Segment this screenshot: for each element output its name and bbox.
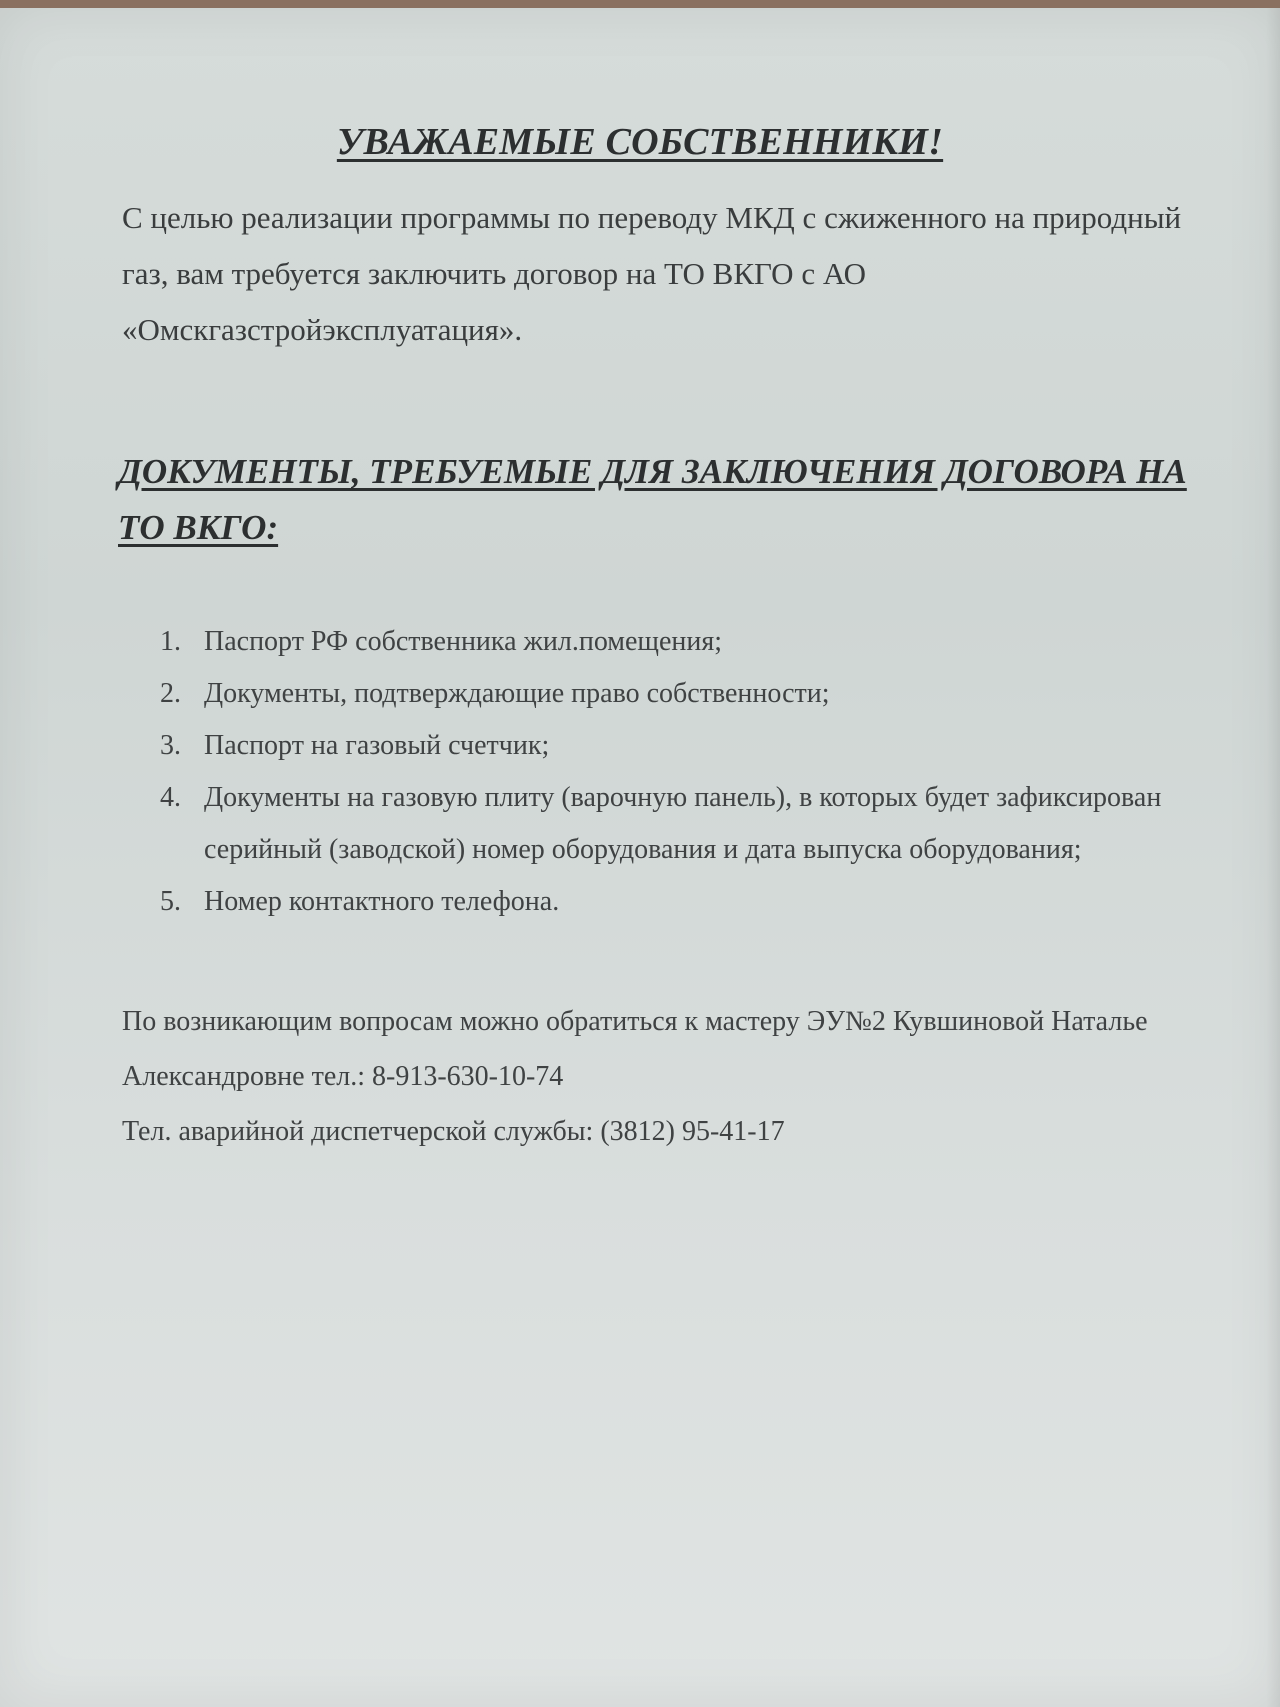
contact-master-info: По возникающим вопросам можно обратиться к мастеру ЭУ№2 Кувшиновой Наталье Александровне тел.: 8-913-630-10-74	[122, 1006, 1148, 1092]
list-item-text: Паспорт РФ собственника жил.помещения;	[204, 626, 723, 657]
emergency-phone-info: Тел. аварийной диспетчерской службы: (3812) 95-41-17	[122, 1116, 785, 1147]
main-heading: УВАЖАЕМЫЕ СОБСТВЕННИКИ!	[336, 121, 944, 163]
list-item	[160, 668, 1200, 720]
contact-block	[122, 994, 1202, 1159]
list-item-text: Документы на газовую плиту (варочную панель), в которых будет зафиксирован серийный (заводской) номер оборудования и дата выпуска оборудования;	[204, 782, 1162, 865]
list-item	[160, 720, 1200, 772]
list-item	[160, 772, 1200, 876]
documents-heading: ДОКУМЕНТЫ, ТРЕБУЕМЫЕ ДЛЯ ЗАКЛЮЧЕНИЯ ДОГОВОРА НА ТО ВКГО:	[118, 452, 1187, 547]
list-item	[160, 616, 1200, 668]
list-item-number: 5.	[160, 886, 181, 917]
list-item-number: 4.	[160, 782, 181, 813]
list-item-text: Документы, подтверждающие право собственности;	[204, 678, 830, 709]
list-item-text: Номер контактного телефона.	[204, 886, 560, 917]
sheet-edge-shadow	[1266, 8, 1280, 1707]
list-item-number: 2.	[160, 678, 181, 709]
documents-list	[160, 616, 1200, 928]
intro-paragraph: С целью реализации программы по переводу МКД с сжиженного на природный газ, вам требуется заключить договор на ТО ВКГО с АО «Омскгазстройэксплуатация».	[122, 200, 1182, 347]
list-item-number: 3.	[160, 730, 181, 761]
list-item-number: 1.	[160, 626, 181, 657]
list-item-text: Паспорт на газовый счетчик;	[204, 730, 550, 761]
paper-sheet	[0, 8, 1280, 1707]
list-item	[160, 876, 1200, 928]
